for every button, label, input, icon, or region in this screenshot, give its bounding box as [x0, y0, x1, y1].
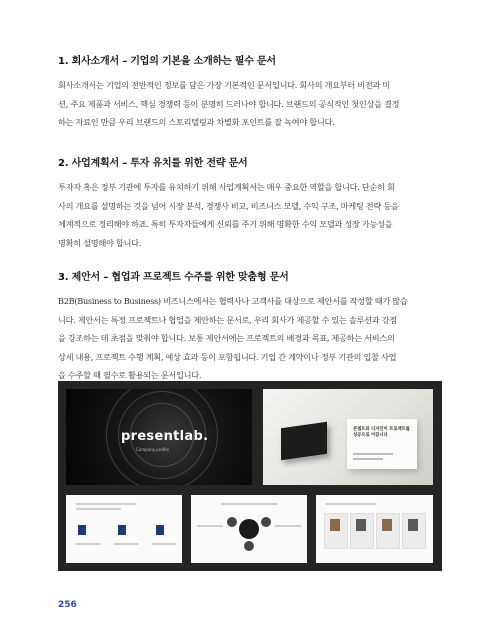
- panel-title: 콘셉트와 디자인이 프로젝트를 성공으로 이끕니다: [353, 427, 410, 438]
- body-line: 을 강조하는 데 초점을 맞춰야 합니다. 보통 제안서에는 프로젝트의 배경과 목표, 제공하는 서비스의: [58, 333, 395, 343]
- text-panel: [347, 419, 417, 469]
- label-line: [197, 525, 223, 527]
- node-circle: [261, 517, 271, 527]
- section-body: [58, 76, 442, 132]
- stats-slide: [66, 495, 182, 563]
- title-bar: [221, 503, 277, 505]
- chart-icon: [118, 525, 126, 535]
- product-thumb: [330, 519, 340, 531]
- body-line: 션, 주요 제품과 서비스, 핵심 경쟁력 등이 분명히 드러나야 합니다. 브랜드의 공식적인 첫인상을 결정: [58, 98, 400, 109]
- body-line: 사의 개요를 설명하는 것을 넘어 시장 분석, 경쟁사 비교, 비즈니스 모델, 수익 구조, 마케팅 전략 등을: [58, 200, 399, 211]
- brand-tagline: Company profile: [136, 447, 169, 452]
- brand-logo-text: presentlab.: [121, 429, 209, 444]
- proposal-slides-image: [58, 381, 442, 571]
- section-business-plan: [58, 154, 442, 252]
- body-line: B2B(Business to Business) 비즈니스에서는 협력사나 고객사를 대상으로 제안서를 작성할 때가 많습: [58, 296, 408, 306]
- body-line: 투자자 혹은 정부 기관에 투자를 유치하기 위해 사업계획서는 매우 중요한 역할을 합니다. 단순히 회: [58, 182, 395, 192]
- body-line: 니다. 제안서는 특정 프로젝트나 협업을 제안하는 문서로, 우리 회사가 제공할 수 있는 솔루션과 강점: [58, 314, 397, 325]
- section-heading: 1. 회사소개서 – 기업의 기본을 소개하는 필수 문서: [58, 56, 276, 67]
- center-circle: [239, 519, 259, 539]
- panel-line: [353, 453, 393, 455]
- light-mockup-slide: [263, 389, 433, 485]
- chart-icon: [156, 525, 164, 535]
- section-company-profile: [58, 52, 442, 132]
- body-line: 하는 자료인 만큼 우리 브랜드의 스토리텔링과 차별화 포인트를 잘 녹여야 합니다.: [58, 117, 335, 127]
- section-heading: 3. 제안서 – 협업과 프로젝트 수주를 위한 맞춤형 문서: [58, 272, 289, 283]
- body-line: 상세 내용, 프로젝트 수행 계획, 예상 효과 등이 포함됩니다. 기업 간 계약이나 정부 기관의 입찰 사업: [58, 351, 397, 362]
- section-heading: 2. 사업계획서 – 투자 유치를 위한 전략 문서: [58, 158, 248, 169]
- diagram-slide: [191, 495, 307, 563]
- title-bar: [76, 503, 136, 505]
- body-line: 을 수주할 때 필수로 활용되는 문서입니다.: [58, 370, 202, 380]
- title-bar: [76, 508, 121, 510]
- label-line: [275, 525, 301, 527]
- panel-line: [353, 458, 383, 460]
- body-line: 명확히 설명해야 합니다.: [58, 237, 141, 248]
- stat-line: [114, 543, 138, 545]
- dark-cover-slide: [66, 389, 252, 485]
- page-number: 256: [58, 600, 77, 610]
- stat-line: [152, 543, 176, 545]
- section-proposal: [58, 268, 442, 385]
- section-body: [58, 178, 442, 252]
- product-thumb: [408, 519, 418, 531]
- node-circle: [227, 517, 237, 527]
- body-line: 체계적으로 정리해야 하죠. 특히 투자자들에게 신뢰를 주기 위해 명확한 수익 모델과 성장 가능성을: [58, 219, 393, 229]
- cards-slide: [316, 495, 433, 563]
- chart-icon: [78, 525, 86, 535]
- laptop-mockup: [281, 422, 327, 460]
- product-thumb: [382, 519, 392, 531]
- product-thumb: [356, 519, 366, 531]
- title-bar: [326, 503, 376, 505]
- body-line: 회사소개서는 기업의 전반적인 정보를 담은 가장 기본적인 문서입니다. 회사의 개요부터 비전과 미: [58, 80, 390, 90]
- stat-line: [76, 543, 100, 545]
- section-body: [58, 292, 442, 385]
- node-circle: [244, 541, 254, 551]
